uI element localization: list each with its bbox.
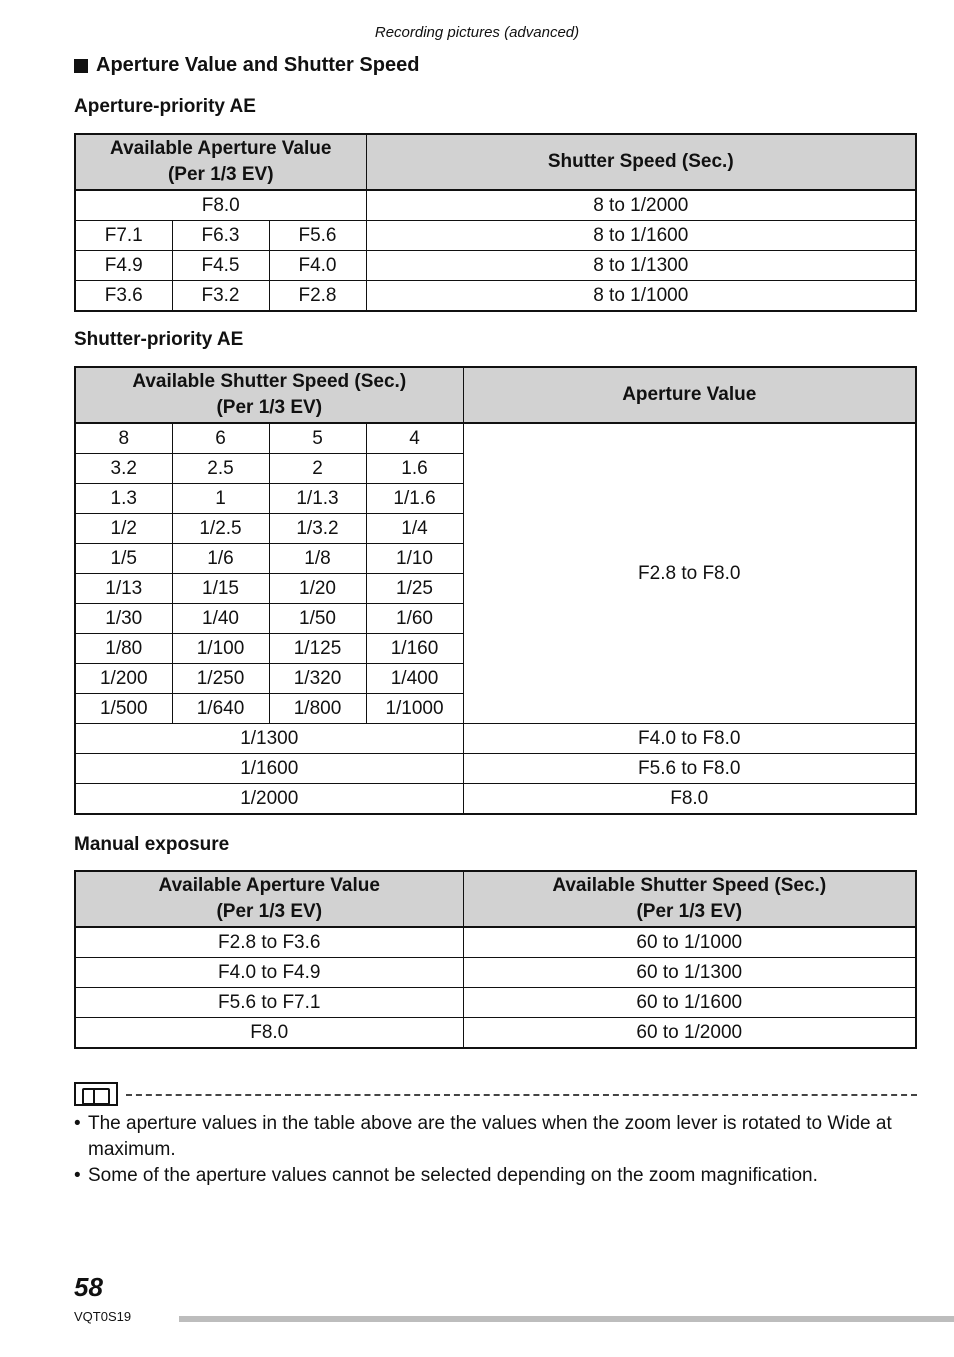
- speed-cell: 1/6: [172, 544, 269, 574]
- aperture-cell: F6.3: [172, 221, 269, 251]
- shutter-cell: 60 to 1/1000: [463, 927, 916, 958]
- speed-cell: 1.3: [75, 484, 172, 514]
- shutter-speed-header-line1: Available Shutter Speed (Sec.): [132, 371, 407, 392]
- note-item: [74, 1163, 924, 1189]
- note-text: The aperture values in the table above are the values when the zoom lever is rotated to Wide at maximum.: [88, 1113, 892, 1160]
- speed-cell: 1/800: [269, 694, 366, 724]
- table-row: [75, 251, 916, 281]
- speed-cell: 1/30: [75, 604, 172, 634]
- aperture-cell: F5.6: [269, 221, 366, 251]
- speed-cell: 5: [269, 423, 366, 454]
- aperture-cell: F8.0: [463, 784, 916, 815]
- table-row: [75, 190, 916, 221]
- speed-cell: 1: [172, 484, 269, 514]
- speed-cell: 2: [269, 454, 366, 484]
- speed-cell: 1.6: [366, 454, 463, 484]
- speed-cell: 1/25: [366, 574, 463, 604]
- note-item: [74, 1111, 924, 1163]
- aperture-cell: F2.8 to F3.6: [75, 927, 463, 958]
- notes-list: [74, 1111, 924, 1189]
- table-row: [75, 958, 916, 988]
- speed-cell: 1/1600: [75, 754, 463, 784]
- speed-cell: 1/1300: [75, 724, 463, 754]
- table-row: [75, 1018, 916, 1049]
- speed-cell: 1/8: [269, 544, 366, 574]
- shutter-cell: 8 to 1/1600: [366, 221, 916, 251]
- section-title: [74, 54, 419, 77]
- aperture-range-cell: F2.8 to F8.0: [463, 423, 916, 724]
- note-text: Some of the aperture values cannot be selected depending on the zoom magnification.: [88, 1165, 818, 1186]
- speed-cell: 1/1.6: [366, 484, 463, 514]
- shutter-cell: 60 to 1/1600: [463, 988, 916, 1018]
- page-header-title: Recording pictures (advanced): [374, 24, 580, 41]
- aperture-cell: F4.0 to F4.9: [75, 958, 463, 988]
- notes-divider: [74, 1082, 917, 1108]
- available-shutter-header-line2: (Per 1/3 EV): [636, 901, 743, 922]
- aperture-cell: F5.6 to F7.1: [75, 988, 463, 1018]
- shutter-header: Shutter Speed (Sec.): [366, 134, 916, 190]
- speed-cell: 1/160: [366, 634, 463, 664]
- speed-cell: 1/4: [366, 514, 463, 544]
- speed-cell: 1/5: [75, 544, 172, 574]
- footer-bar: [179, 1316, 954, 1322]
- dashed-divider: [126, 1094, 917, 1096]
- table-row: [75, 927, 916, 958]
- shutter-cell: 8 to 1/2000: [366, 190, 916, 221]
- aperture-cell: F4.5: [172, 251, 269, 281]
- speed-cell: 6: [172, 423, 269, 454]
- shutter-cell: 8 to 1/1000: [366, 281, 916, 312]
- shutter-speed-header: [75, 367, 463, 423]
- speed-cell: 1/1000: [366, 694, 463, 724]
- manual-exposure-table: [74, 870, 917, 1049]
- square-bullet-icon: [74, 59, 88, 73]
- speed-cell: 1/2: [75, 514, 172, 544]
- aperture-cell: F3.2: [172, 281, 269, 312]
- speed-cell: 2.5: [172, 454, 269, 484]
- shutter-speed-header-line2: (Per 1/3 EV): [216, 397, 323, 418]
- speed-cell: 1/500: [75, 694, 172, 724]
- manual-exposure-title: Manual exposure: [74, 834, 230, 855]
- table-row: [75, 221, 916, 251]
- speed-cell: 1/320: [269, 664, 366, 694]
- speed-cell: 1/20: [269, 574, 366, 604]
- section-title-text: Aperture Value and Shutter Speed: [96, 54, 420, 76]
- aperture-cell: F4.0: [269, 251, 366, 281]
- available-shutter-header: [463, 871, 916, 927]
- speed-cell: 3.2: [75, 454, 172, 484]
- shutter-cell: 60 to 1/1300: [463, 958, 916, 988]
- shutter-priority-title: Shutter-priority AE: [74, 329, 244, 350]
- speed-cell: 1/200: [75, 664, 172, 694]
- available-aperture-header-line2: (Per 1/3 EV): [216, 901, 323, 922]
- shutter-cell: 60 to 1/2000: [463, 1018, 916, 1049]
- table-row: [75, 988, 916, 1018]
- speed-cell: 1/3.2: [269, 514, 366, 544]
- aperture-cell: F8.0: [75, 1018, 463, 1049]
- speed-cell: 8: [75, 423, 172, 454]
- speed-cell: 1/80: [75, 634, 172, 664]
- aperture-cell: F2.8: [269, 281, 366, 312]
- aperture-cell: F4.0 to F8.0: [463, 724, 916, 754]
- table-row: [75, 423, 916, 454]
- speed-cell: 1/400: [366, 664, 463, 694]
- aperture-value-header: Aperture Value: [463, 367, 916, 423]
- aperture-priority-table: [74, 133, 917, 312]
- speed-cell: 1/40: [172, 604, 269, 634]
- speed-cell: 1/2.5: [172, 514, 269, 544]
- available-aperture-header-line1: Available Aperture Value: [158, 875, 380, 896]
- available-shutter-header-line1: Available Shutter Speed (Sec.): [552, 875, 827, 896]
- speed-cell: 1/100: [172, 634, 269, 664]
- note-bullet: •: [74, 1113, 81, 1134]
- memo-icon: [74, 1082, 118, 1106]
- speed-cell: 1/10: [366, 544, 463, 574]
- table-row: [75, 281, 916, 312]
- shutter-priority-table: [74, 366, 917, 815]
- note-bullet: •: [74, 1165, 81, 1186]
- aperture-cell: F5.6 to F8.0: [463, 754, 916, 784]
- table-row: [75, 784, 916, 815]
- speed-cell: 1/640: [172, 694, 269, 724]
- available-aperture-header: [75, 871, 463, 927]
- table-row: [75, 724, 916, 754]
- table-row: [75, 754, 916, 784]
- aperture-header-line2: (Per 1/3 EV): [167, 164, 274, 185]
- model-code: VQT0S19: [74, 1309, 132, 1324]
- speed-cell: 1/2000: [75, 784, 463, 815]
- aperture-cell: F8.0: [75, 190, 366, 221]
- aperture-cell: F7.1: [75, 221, 172, 251]
- shutter-cell: 8 to 1/1300: [366, 251, 916, 281]
- speed-cell: 1/250: [172, 664, 269, 694]
- speed-cell: 4: [366, 423, 463, 454]
- aperture-header: [75, 134, 366, 190]
- aperture-header-line1: Available Aperture Value: [110, 138, 332, 159]
- speed-cell: 1/60: [366, 604, 463, 634]
- aperture-priority-title: Aperture-priority AE: [74, 96, 256, 117]
- speed-cell: 1/125: [269, 634, 366, 664]
- aperture-cell: F4.9: [75, 251, 172, 281]
- speed-cell: 1/50: [269, 604, 366, 634]
- speed-cell: 1/15: [172, 574, 269, 604]
- page-number: 58: [74, 1272, 103, 1302]
- aperture-cell: F3.6: [75, 281, 172, 312]
- speed-cell: 1/13: [75, 574, 172, 604]
- speed-cell: 1/1.3: [269, 484, 366, 514]
